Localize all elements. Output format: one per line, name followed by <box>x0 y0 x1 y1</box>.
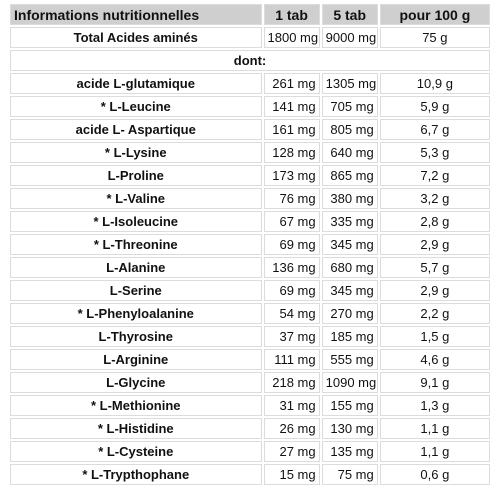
amount-5-tab: 380 mg <box>322 188 378 209</box>
amount-per-100g: 4,6 g <box>380 349 490 370</box>
table-row <box>10 142 490 163</box>
amount-per-100g: 2,8 g <box>380 211 490 232</box>
amount-per-100g: 10,9 g <box>380 73 490 94</box>
amount-per-100g: 5,7 g <box>380 257 490 278</box>
amount-5-tab: 345 mg <box>322 234 378 255</box>
amount-1-tab: 173 mg <box>264 165 320 186</box>
amount-5-tab: 705 mg <box>322 96 378 117</box>
amino-acid-name: acide L- Aspartique <box>10 119 262 140</box>
table-header-row <box>10 4 490 25</box>
table-row <box>10 188 490 209</box>
amount-per-100g: 5,3 g <box>380 142 490 163</box>
amino-acid-name: * L-Lysine <box>10 142 262 163</box>
amount-5-tab: 75 mg <box>322 464 378 485</box>
amount-5-tab: 335 mg <box>322 211 378 232</box>
header-per-100g: pour 100 g <box>380 4 490 25</box>
table-row <box>10 441 490 462</box>
header-5-tab: 5 tab <box>322 4 378 25</box>
table-row <box>10 73 490 94</box>
table-row <box>10 303 490 324</box>
amount-5-tab: 640 mg <box>322 142 378 163</box>
amino-acid-name: * L-Methionine <box>10 395 262 416</box>
amount-1-tab: 161 mg <box>264 119 320 140</box>
table-row <box>10 372 490 393</box>
total-1-tab: 1800 mg <box>264 27 320 48</box>
nutrition-table <box>8 2 492 487</box>
amino-acid-name: L-Arginine <box>10 349 262 370</box>
amino-acid-name: * L-Histidine <box>10 418 262 439</box>
amount-5-tab: 270 mg <box>322 303 378 324</box>
table-row <box>10 349 490 370</box>
amino-acid-name: * L-Valine <box>10 188 262 209</box>
total-name: Total Acides aminés <box>10 27 262 48</box>
total-5-tab: 9000 mg <box>322 27 378 48</box>
amount-per-100g: 2,9 g <box>380 234 490 255</box>
amount-1-tab: 69 mg <box>264 280 320 301</box>
table-row <box>10 119 490 140</box>
amount-1-tab: 54 mg <box>264 303 320 324</box>
amount-5-tab: 680 mg <box>322 257 378 278</box>
amount-1-tab: 218 mg <box>264 372 320 393</box>
amino-acid-name: * L-Threonine <box>10 234 262 255</box>
amount-per-100g: 1,1 g <box>380 418 490 439</box>
amino-acid-name: L-Alanine <box>10 257 262 278</box>
amount-per-100g: 1,3 g <box>380 395 490 416</box>
amount-1-tab: 128 mg <box>264 142 320 163</box>
table-row <box>10 257 490 278</box>
amino-acid-name: L-Glycine <box>10 372 262 393</box>
amount-5-tab: 805 mg <box>322 119 378 140</box>
amount-5-tab: 135 mg <box>322 441 378 462</box>
amount-1-tab: 15 mg <box>264 464 320 485</box>
table-row <box>10 211 490 232</box>
table-row <box>10 326 490 347</box>
amino-acid-name: * L-Trypthophane <box>10 464 262 485</box>
amount-5-tab: 1305 mg <box>322 73 378 94</box>
total-per-100g: 75 g <box>380 27 490 48</box>
table-row <box>10 280 490 301</box>
amount-1-tab: 136 mg <box>264 257 320 278</box>
amino-acid-name: L-Thyrosine <box>10 326 262 347</box>
amount-per-100g: 1,1 g <box>380 441 490 462</box>
table-row <box>10 234 490 255</box>
amino-acid-name: L-Serine <box>10 280 262 301</box>
amount-per-100g: 2,9 g <box>380 280 490 301</box>
amount-1-tab: 31 mg <box>264 395 320 416</box>
amount-5-tab: 1090 mg <box>322 372 378 393</box>
amount-1-tab: 111 mg <box>264 349 320 370</box>
amount-1-tab: 26 mg <box>264 418 320 439</box>
amount-per-100g: 3,2 g <box>380 188 490 209</box>
table-row <box>10 418 490 439</box>
amount-1-tab: 69 mg <box>264 234 320 255</box>
amino-acid-name: * L-Isoleucine <box>10 211 262 232</box>
amount-5-tab: 185 mg <box>322 326 378 347</box>
table-row <box>10 165 490 186</box>
total-row <box>10 27 490 48</box>
header-1-tab: 1 tab <box>264 4 320 25</box>
amount-5-tab: 130 mg <box>322 418 378 439</box>
amount-1-tab: 27 mg <box>264 441 320 462</box>
amount-5-tab: 155 mg <box>322 395 378 416</box>
amount-5-tab: 555 mg <box>322 349 378 370</box>
amount-5-tab: 865 mg <box>322 165 378 186</box>
amino-acid-name: * L-Phenyloalanine <box>10 303 262 324</box>
amount-per-100g: 7,2 g <box>380 165 490 186</box>
amino-acid-name: acide L-glutamique <box>10 73 262 94</box>
amount-per-100g: 5,9 g <box>380 96 490 117</box>
amount-per-100g: 9,1 g <box>380 372 490 393</box>
amount-1-tab: 261 mg <box>264 73 320 94</box>
amount-per-100g: 6,7 g <box>380 119 490 140</box>
amount-per-100g: 0,6 g <box>380 464 490 485</box>
table-row <box>10 395 490 416</box>
amount-per-100g: 1,5 g <box>380 326 490 347</box>
amount-1-tab: 37 mg <box>264 326 320 347</box>
subheader-row <box>10 50 490 71</box>
amount-1-tab: 76 mg <box>264 188 320 209</box>
amino-acid-name: * L-Leucine <box>10 96 262 117</box>
amino-acid-name: L-Proline <box>10 165 262 186</box>
header-nutrition-info: Informations nutritionnelles <box>10 4 262 25</box>
amount-per-100g: 2,2 g <box>380 303 490 324</box>
table-row <box>10 464 490 485</box>
amount-5-tab: 345 mg <box>322 280 378 301</box>
subheader-dont: dont: <box>10 50 490 71</box>
amount-1-tab: 67 mg <box>264 211 320 232</box>
amino-acid-name: * L-Cysteine <box>10 441 262 462</box>
amount-1-tab: 141 mg <box>264 96 320 117</box>
nutrition-table-container <box>8 2 492 487</box>
table-row <box>10 96 490 117</box>
